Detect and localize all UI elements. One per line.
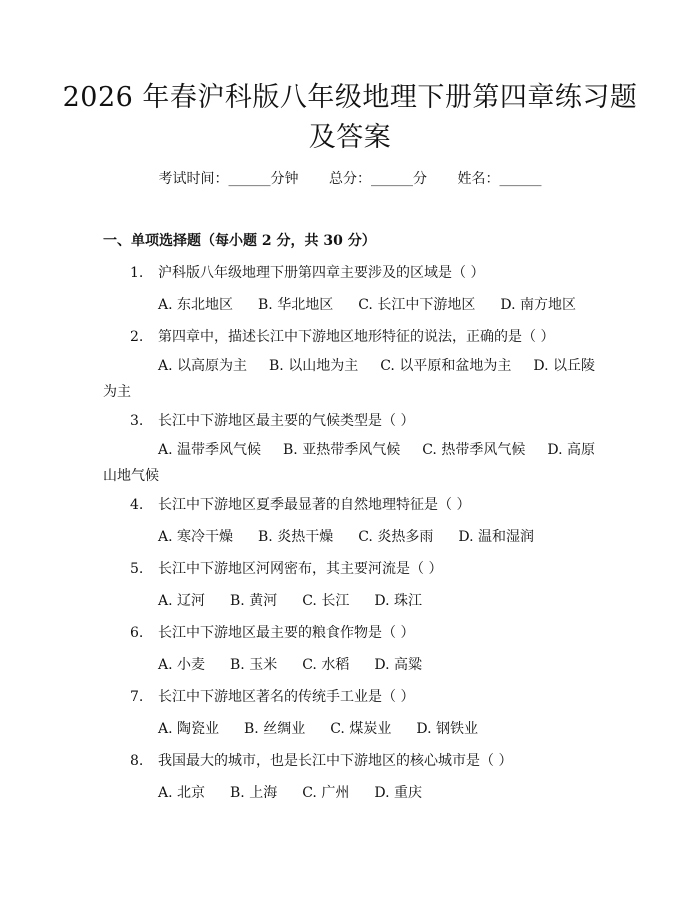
question-stem: 8. 我国最大的城市，也是长江中下游地区的核心城市是（ ） [130,753,513,769]
option: B. 炎热干燥 [258,529,334,545]
option: B. 黄河 [230,593,278,609]
option: A. 以高原为主 [158,358,248,374]
question-stem: 4. 长江中下游地区夏季最显著的自然地理特征是（ ） [130,497,471,513]
option: A. 北京 [158,785,206,801]
option: C. 以平原和盆地为主 [380,358,512,374]
section-heading: 一、单项选择题（每小题 2 分，共 30 分） [103,233,376,249]
exam-time: 考试时间：______分钟 [158,171,299,187]
option: A. 温带季风气候 [158,442,262,458]
question-stem: 3. 长江中下游地区最主要的气候类型是（ ） [130,413,415,429]
option: D. 南方地区 [500,297,576,313]
question-options [158,526,559,546]
option: C. 热带季风气候 [422,442,526,458]
question-options [158,294,601,314]
option: A. 陶瓷业 [158,721,220,737]
question-stem: 5. 长江中下游地区河网密布，其主要河流是（ ） [130,561,443,577]
option: C. 长江中下游地区 [358,297,476,313]
option: B. 华北地区 [258,297,334,313]
option: C. 炎热多雨 [358,529,434,545]
question-options [158,718,503,738]
option: B. 丝绸业 [244,721,306,737]
exam-name: 姓名：______ [457,171,542,187]
question-stem: 1. 沪科版八年级地理下册第四章主要涉及的区域是（ ） [130,265,485,281]
option: D. 高原山地气候 [103,442,595,484]
option: D. 珠江 [374,593,422,609]
option: B. 上海 [230,785,278,801]
option: C. 长江 [302,593,350,609]
exam-info [0,168,700,188]
option: B. 玉米 [230,657,278,673]
question-stem: 7. 长江中下游地区著名的传统手工业是（ ） [130,689,415,705]
question-options [158,654,447,674]
option: B. 亚热带季风气候 [283,442,401,458]
question-stem: 6. 长江中下游地区最主要的粮食作物是（ ） [130,625,415,641]
option: C. 广州 [302,785,350,801]
question-options [103,353,598,405]
option: A. 小麦 [158,657,206,673]
option: C. 煤炭业 [330,721,392,737]
question-options [158,782,447,802]
question-options [103,437,598,489]
document-title: 2026 年春沪科版八年级地理下册第四章练习题及答案 [62,82,638,153]
option: D. 重庆 [374,785,422,801]
option: D. 高粱 [374,657,422,673]
option: A. 辽河 [158,593,206,609]
option: B. 以山地为主 [269,358,359,374]
option: D. 钢铁业 [416,721,478,737]
option: D. 以丘陵为主 [103,358,595,400]
option: A. 东北地区 [158,297,234,313]
option: C. 水稻 [302,657,350,673]
option: D. 温和湿润 [458,529,534,545]
question-stem: 2. 第四章中，描述长江中下游地区地形特征的说法，正确的是（ ） [130,329,555,345]
option: A. 寒冷干燥 [158,529,234,545]
question-options [158,590,447,610]
exam-score: 总分：______分 [329,171,427,187]
